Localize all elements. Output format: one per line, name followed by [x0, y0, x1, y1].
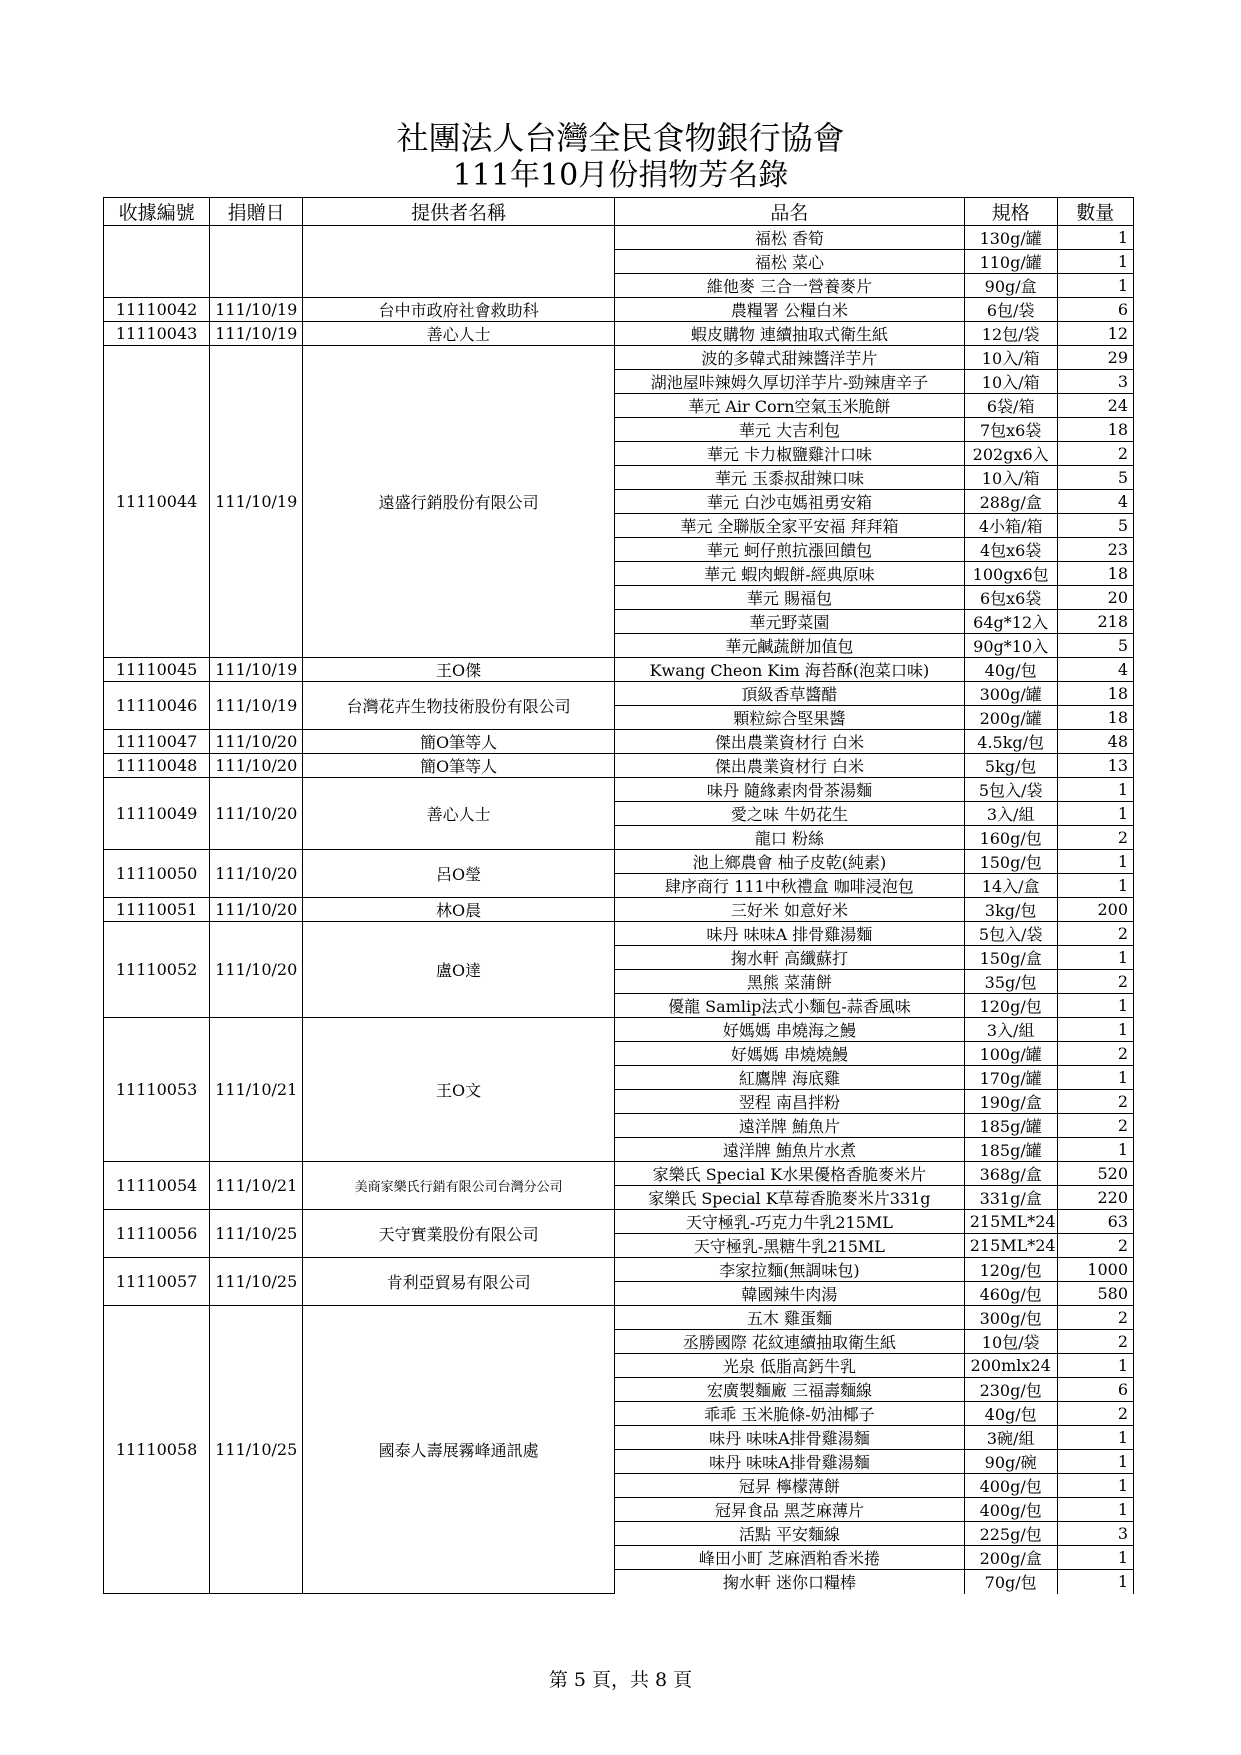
item-spec-cell: 368g/盒 [964, 1162, 1057, 1186]
donor-name-cell [303, 226, 615, 298]
receipt-number-cell: 11110046 [104, 682, 210, 730]
item-quantity-cell: 520 [1057, 1162, 1133, 1186]
item-name-cell: 頂級香草醬醋 [615, 682, 965, 706]
item-name-cell: 翌程 南昌拌粉 [615, 1090, 965, 1114]
item-spec-cell: 40g/包 [964, 658, 1057, 682]
table-row [104, 298, 1134, 322]
document-subtitle: 111年10月份捐物芳名錄 [452, 158, 789, 193]
item-quantity-cell: 13 [1057, 754, 1133, 778]
donor-name-cell: 善心人士 [303, 778, 615, 850]
item-spec-cell: 4包x6袋 [964, 538, 1057, 562]
item-name-cell: 掬水軒 迷你口糧棒 [615, 1570, 965, 1594]
receipt-number-cell: 11110045 [104, 658, 210, 682]
page-footer: 第 5 頁，共 8 頁 [548, 1669, 693, 1691]
donation-date-cell: 111/10/21 [210, 1162, 303, 1210]
item-quantity-cell: 18 [1057, 706, 1133, 730]
donation-date-cell: 111/10/19 [210, 322, 303, 346]
item-spec-cell: 4小箱/箱 [964, 514, 1057, 538]
item-name-cell: 波的多韓式甜辣醬洋芋片 [615, 346, 965, 370]
item-name-cell: 好媽媽 串燒燒鰻 [615, 1042, 965, 1066]
donation-date-cell: 111/10/25 [210, 1210, 303, 1258]
item-spec-cell: 4.5kg/包 [964, 730, 1057, 754]
item-name-cell: 華元 蚵仔煎抗漲回饋包 [615, 538, 965, 562]
item-quantity-cell: 1 [1057, 1498, 1133, 1522]
item-spec-cell: 225g/包 [964, 1522, 1057, 1546]
item-name-cell: 華元 玉黍叔甜辣口味 [615, 466, 965, 490]
donation-date-cell: 111/10/20 [210, 730, 303, 754]
item-name-cell: 華元 賜福包 [615, 586, 965, 610]
donation-date-cell: 111/10/25 [210, 1258, 303, 1306]
table-row [104, 778, 1134, 802]
item-spec-cell: 331g/盒 [964, 1186, 1057, 1210]
header-spec: 規格 [964, 198, 1057, 226]
item-quantity-cell: 5 [1057, 634, 1133, 658]
donation-date-cell [210, 226, 303, 298]
item-quantity-cell: 1 [1057, 850, 1133, 874]
donor-name-cell: 盧O達 [303, 922, 615, 1018]
item-spec-cell: 100g/罐 [964, 1042, 1057, 1066]
receipt-number-cell [104, 226, 210, 298]
item-spec-cell: 10入/箱 [964, 466, 1057, 490]
table-row [104, 322, 1134, 346]
item-quantity-cell: 1 [1057, 274, 1133, 298]
item-name-cell: 韓國辣牛肉湯 [615, 1282, 965, 1306]
item-quantity-cell: 2 [1057, 442, 1133, 466]
item-quantity-cell: 2 [1057, 922, 1133, 946]
item-name-cell: 優龍 Samlip法式小麵包-蒜香風味 [615, 994, 965, 1018]
item-name-cell: 華元野菜園 [615, 610, 965, 634]
receipt-number-cell: 11110058 [104, 1306, 210, 1594]
item-name-cell: 華元 大吉利包 [615, 418, 965, 442]
item-quantity-cell: 1 [1057, 1570, 1133, 1594]
donor-name-cell: 林O晨 [303, 898, 615, 922]
item-name-cell: 湖池屋咔辣姆久厚切洋芋片-勁辣唐辛子 [615, 370, 965, 394]
item-spec-cell: 215ML*24 [964, 1234, 1057, 1258]
table-row [104, 1306, 1134, 1330]
item-name-cell: 傑出農業資材行 白米 [615, 754, 965, 778]
item-quantity-cell: 220 [1057, 1186, 1133, 1210]
item-quantity-cell: 2 [1057, 826, 1133, 850]
item-quantity-cell: 1 [1057, 1354, 1133, 1378]
item-spec-cell: 90g/盒 [964, 274, 1057, 298]
table-row [104, 898, 1134, 922]
item-spec-cell: 10包/袋 [964, 1330, 1057, 1354]
item-spec-cell: 300g/包 [964, 1306, 1057, 1330]
item-name-cell: 福松 菜心 [615, 250, 965, 274]
donor-name-cell: 遠盛行銷股份有限公司 [303, 346, 615, 658]
item-name-cell: 味丹 隨緣素肉骨茶湯麵 [615, 778, 965, 802]
header-donor: 提供者名稱 [303, 198, 615, 226]
table-row [104, 658, 1134, 682]
item-name-cell: 紅鷹牌 海底雞 [615, 1066, 965, 1090]
item-name-cell: 蝦皮購物 連續抽取式衛生紙 [615, 322, 965, 346]
item-spec-cell: 3碗/組 [964, 1426, 1057, 1450]
item-name-cell: 農糧署 公糧白米 [615, 298, 965, 322]
item-name-cell: 遠洋牌 鮪魚片水煮 [615, 1138, 965, 1162]
item-name-cell: 華元 白沙屯媽祖勇安箱 [615, 490, 965, 514]
donor-name-cell: 簡O筆等人 [303, 754, 615, 778]
item-spec-cell: 300g/罐 [964, 682, 1057, 706]
item-name-cell: 冠昇 檸檬薄餅 [615, 1474, 965, 1498]
item-spec-cell: 400g/包 [964, 1474, 1057, 1498]
donation-date-cell: 111/10/21 [210, 1018, 303, 1162]
item-quantity-cell: 1 [1057, 994, 1133, 1018]
item-quantity-cell: 200 [1057, 898, 1133, 922]
header-item-name: 品名 [615, 198, 965, 226]
item-name-cell: 遠洋牌 鮪魚片 [615, 1114, 965, 1138]
table-row [104, 226, 1134, 250]
item-spec-cell: 14入/盒 [964, 874, 1057, 898]
item-quantity-cell: 1000 [1057, 1258, 1133, 1282]
item-spec-cell: 5kg/包 [964, 754, 1057, 778]
item-spec-cell: 200g/盒 [964, 1546, 1057, 1570]
item-spec-cell: 5包入/袋 [964, 922, 1057, 946]
item-spec-cell: 170g/罐 [964, 1066, 1057, 1090]
item-name-cell: 味丹 味味A排骨雞湯麵 [615, 1450, 965, 1474]
receipt-number-cell: 11110053 [104, 1018, 210, 1162]
item-spec-cell: 150g/包 [964, 850, 1057, 874]
item-name-cell: 維他麥 三合一營養麥片 [615, 274, 965, 298]
item-name-cell: 華元 卡力椒鹽雞汁口味 [615, 442, 965, 466]
donor-name-cell: 台灣花卉生物技術股份有限公司 [303, 682, 615, 730]
item-name-cell: 家樂氏 Special K水果優格香脆麥米片 [615, 1162, 965, 1186]
donation-date-cell: 111/10/19 [210, 298, 303, 322]
table-row [104, 730, 1134, 754]
table-row [104, 1018, 1134, 1042]
item-quantity-cell: 6 [1057, 1378, 1133, 1402]
header-date: 捐贈日 [210, 198, 303, 226]
item-name-cell: 龍口 粉絲 [615, 826, 965, 850]
item-quantity-cell: 1 [1057, 1018, 1133, 1042]
item-quantity-cell: 1 [1057, 802, 1133, 826]
item-spec-cell: 10入/箱 [964, 346, 1057, 370]
item-spec-cell: 64g*12入 [964, 610, 1057, 634]
item-quantity-cell: 20 [1057, 586, 1133, 610]
item-quantity-cell: 2 [1057, 1330, 1133, 1354]
item-spec-cell: 120g/包 [964, 994, 1057, 1018]
item-spec-cell: 185g/罐 [964, 1114, 1057, 1138]
item-quantity-cell: 48 [1057, 730, 1133, 754]
item-quantity-cell: 2 [1057, 970, 1133, 994]
item-spec-cell: 3入/組 [964, 1018, 1057, 1042]
receipt-number-cell: 11110044 [104, 346, 210, 658]
receipt-number-cell: 11110043 [104, 322, 210, 346]
table-body [104, 226, 1134, 1594]
donation-table [103, 197, 1134, 1594]
item-spec-cell: 190g/盒 [964, 1090, 1057, 1114]
donor-name-cell: 台中市政府社會救助科 [303, 298, 615, 322]
item-name-cell: 肆序商行 111中秋禮盒 咖啡浸泡包 [615, 874, 965, 898]
table-row [104, 1210, 1134, 1234]
donation-date-cell: 111/10/19 [210, 346, 303, 658]
donor-name-cell: 天守實業股份有限公司 [303, 1210, 615, 1258]
donation-date-cell: 111/10/19 [210, 682, 303, 730]
item-spec-cell: 120g/包 [964, 1258, 1057, 1282]
table-row [104, 682, 1134, 706]
item-quantity-cell: 6 [1057, 298, 1133, 322]
item-name-cell: 三好米 如意好米 [615, 898, 965, 922]
item-name-cell: 好媽媽 串燒海之鰻 [615, 1018, 965, 1042]
item-spec-cell: 6袋/箱 [964, 394, 1057, 418]
item-spec-cell: 460g/包 [964, 1282, 1057, 1306]
item-quantity-cell: 2 [1057, 1114, 1133, 1138]
item-quantity-cell: 2 [1057, 1042, 1133, 1066]
item-quantity-cell: 23 [1057, 538, 1133, 562]
donor-name-cell: 呂O瑩 [303, 850, 615, 898]
item-quantity-cell: 18 [1057, 562, 1133, 586]
header-receipt: 收據編號 [104, 198, 210, 226]
item-spec-cell: 185g/罐 [964, 1138, 1057, 1162]
table-header-row [104, 198, 1134, 226]
document-title: 社團法人台灣全民食物銀行協會 [396, 119, 845, 157]
item-spec-cell: 5包入/袋 [964, 778, 1057, 802]
item-name-cell: 味丹 味味A 排骨雞湯麵 [615, 922, 965, 946]
item-quantity-cell: 2 [1057, 1090, 1133, 1114]
item-quantity-cell: 1 [1057, 778, 1133, 802]
item-quantity-cell: 12 [1057, 322, 1133, 346]
receipt-number-cell: 11110049 [104, 778, 210, 850]
donor-name-cell: 美商家樂氏行銷有限公司台灣分公司 [303, 1162, 615, 1210]
receipt-number-cell: 11110057 [104, 1258, 210, 1306]
donor-name-cell: 簡O筆等人 [303, 730, 615, 754]
item-spec-cell: 215ML*24 [964, 1210, 1057, 1234]
donor-name-cell: 王O文 [303, 1018, 615, 1162]
item-quantity-cell: 1 [1057, 226, 1133, 250]
donation-date-cell: 111/10/20 [210, 778, 303, 850]
donor-name-cell: 王O傑 [303, 658, 615, 682]
receipt-number-cell: 11110050 [104, 850, 210, 898]
item-quantity-cell: 1 [1057, 1474, 1133, 1498]
item-spec-cell: 3入/組 [964, 802, 1057, 826]
item-spec-cell: 110g/罐 [964, 250, 1057, 274]
receipt-number-cell: 11110056 [104, 1210, 210, 1258]
item-name-cell: 宏廣製麵廠 三福壽麵線 [615, 1378, 965, 1402]
item-spec-cell: 150g/盒 [964, 946, 1057, 970]
item-name-cell: 家樂氏 Special K草莓香脆麥米片331g [615, 1186, 965, 1210]
receipt-number-cell: 11110042 [104, 298, 210, 322]
donation-date-cell: 111/10/20 [210, 922, 303, 1018]
item-spec-cell: 6包/袋 [964, 298, 1057, 322]
item-name-cell: 福松 香筍 [615, 226, 965, 250]
header-quantity: 數量 [1057, 198, 1133, 226]
item-quantity-cell: 1 [1057, 946, 1133, 970]
item-name-cell: 峰田小町 芝麻酒粕香米捲 [615, 1546, 965, 1570]
item-spec-cell: 6包x6袋 [964, 586, 1057, 610]
donor-name-cell: 肯利亞貿易有限公司 [303, 1258, 615, 1306]
table-row [104, 1258, 1134, 1282]
item-quantity-cell: 5 [1057, 466, 1133, 490]
item-name-cell: 丞勝國際 花紋連續抽取衛生紙 [615, 1330, 965, 1354]
item-quantity-cell: 29 [1057, 346, 1133, 370]
item-name-cell: Kwang Cheon Kim 海苔酥(泡菜口味) [615, 658, 965, 682]
item-quantity-cell: 2 [1057, 1234, 1133, 1258]
item-quantity-cell: 1 [1057, 1066, 1133, 1090]
item-name-cell: 黑熊 菜蒲餅 [615, 970, 965, 994]
item-name-cell: 顆粒綜合堅果醬 [615, 706, 965, 730]
item-name-cell: 傑出農業資材行 白米 [615, 730, 965, 754]
item-name-cell: 池上鄉農會 柚子皮乾(純素) [615, 850, 965, 874]
item-spec-cell: 130g/罐 [964, 226, 1057, 250]
table-row [104, 754, 1134, 778]
donation-date-cell: 111/10/20 [210, 898, 303, 922]
donation-date-cell: 111/10/20 [210, 850, 303, 898]
item-quantity-cell: 1 [1057, 250, 1133, 274]
table-row [104, 346, 1134, 370]
item-quantity-cell: 1 [1057, 1546, 1133, 1570]
item-name-cell: 愛之味 牛奶花生 [615, 802, 965, 826]
item-spec-cell: 7包x6袋 [964, 418, 1057, 442]
item-name-cell: 華元 Air Corn空氣玉米脆餅 [615, 394, 965, 418]
item-spec-cell: 40g/包 [964, 1402, 1057, 1426]
item-name-cell: 天守極乳-黑糖牛乳215ML [615, 1234, 965, 1258]
receipt-number-cell: 11110054 [104, 1162, 210, 1210]
item-quantity-cell: 1 [1057, 1450, 1133, 1474]
donation-date-cell: 111/10/25 [210, 1306, 303, 1594]
donor-name-cell: 國泰人壽展霧峰通訊處 [303, 1306, 615, 1594]
item-spec-cell: 3kg/包 [964, 898, 1057, 922]
item-quantity-cell: 1 [1057, 1426, 1133, 1450]
item-name-cell: 掬水軒 高纖蘇打 [615, 946, 965, 970]
item-quantity-cell: 18 [1057, 418, 1133, 442]
table-row [104, 850, 1134, 874]
table-row [104, 922, 1134, 946]
item-spec-cell: 35g/包 [964, 970, 1057, 994]
item-spec-cell: 12包/袋 [964, 322, 1057, 346]
donation-date-cell: 111/10/19 [210, 658, 303, 682]
item-spec-cell: 70g/包 [964, 1570, 1057, 1594]
item-spec-cell: 400g/包 [964, 1498, 1057, 1522]
item-name-cell: 味丹 味味A排骨雞湯麵 [615, 1426, 965, 1450]
item-name-cell: 活點 平安麵線 [615, 1522, 965, 1546]
item-quantity-cell: 4 [1057, 658, 1133, 682]
item-quantity-cell: 1 [1057, 1138, 1133, 1162]
item-spec-cell: 100gx6包 [964, 562, 1057, 586]
item-spec-cell: 90g*10入 [964, 634, 1057, 658]
item-spec-cell: 288g/盒 [964, 490, 1057, 514]
item-spec-cell: 230g/包 [964, 1378, 1057, 1402]
item-spec-cell: 200g/罐 [964, 706, 1057, 730]
receipt-number-cell: 11110052 [104, 922, 210, 1018]
item-quantity-cell: 5 [1057, 514, 1133, 538]
item-quantity-cell: 3 [1057, 1522, 1133, 1546]
item-quantity-cell: 24 [1057, 394, 1133, 418]
item-name-cell: 光泉 低脂高鈣牛乳 [615, 1354, 965, 1378]
item-quantity-cell: 1 [1057, 874, 1133, 898]
item-name-cell: 乖乖 玉米脆條-奶油椰子 [615, 1402, 965, 1426]
item-name-cell: 李家拉麵(無調味包) [615, 1258, 965, 1282]
item-quantity-cell: 2 [1057, 1306, 1133, 1330]
item-quantity-cell: 218 [1057, 610, 1133, 634]
table-row [104, 1162, 1134, 1186]
donation-date-cell: 111/10/20 [210, 754, 303, 778]
item-name-cell: 冠昇食品 黑芝麻薄片 [615, 1498, 965, 1522]
item-spec-cell: 10入/箱 [964, 370, 1057, 394]
item-name-cell: 五木 雞蛋麵 [615, 1306, 965, 1330]
item-quantity-cell: 63 [1057, 1210, 1133, 1234]
receipt-number-cell: 11110047 [104, 730, 210, 754]
item-spec-cell: 90g/碗 [964, 1450, 1057, 1474]
item-name-cell: 華元 全聯版全家平安福 拜拜箱 [615, 514, 965, 538]
item-quantity-cell: 3 [1057, 370, 1133, 394]
item-name-cell: 華元 蝦肉蝦餅-經典原味 [615, 562, 965, 586]
item-spec-cell: 202gx6入 [964, 442, 1057, 466]
item-quantity-cell: 580 [1057, 1282, 1133, 1306]
item-quantity-cell: 2 [1057, 1402, 1133, 1426]
donor-name-cell: 善心人士 [303, 322, 615, 346]
item-quantity-cell: 4 [1057, 490, 1133, 514]
receipt-number-cell: 11110048 [104, 754, 210, 778]
item-name-cell: 天守極乳-巧克力牛乳215ML [615, 1210, 965, 1234]
item-quantity-cell: 18 [1057, 682, 1133, 706]
receipt-number-cell: 11110051 [104, 898, 210, 922]
item-name-cell: 華元鹹蔬餅加值包 [615, 634, 965, 658]
item-spec-cell: 200mlx24 [964, 1354, 1057, 1378]
item-spec-cell: 160g/包 [964, 826, 1057, 850]
